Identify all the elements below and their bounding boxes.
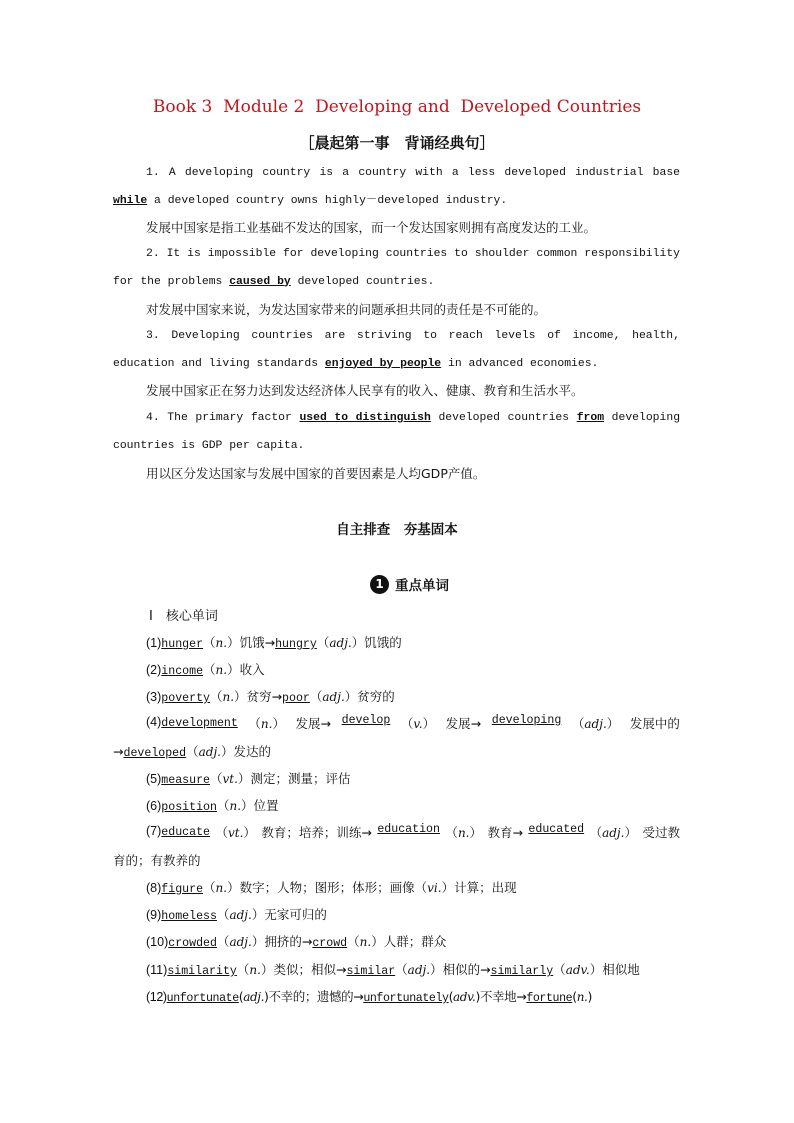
- vocab-item-9: (9)homeless（adj.）无家可归的: [146, 907, 327, 923]
- vocab-item-8: (8)figure（n.）数字；人物；图形；体形；画像（vi.）计算；出现: [146, 880, 517, 896]
- category-label: Ⅰ 核心单词: [149, 609, 218, 624]
- vocab-item-7: (7)educate （vt.） 教育；培养；训练→ education （n.） 教育→ educated （adj.） 受过教: [146, 823, 680, 840]
- sentence-4-zh: 用以区分发达国家与发展中国家的首要因素是人均GDP产值。: [146, 466, 486, 481]
- sentence-2-zh: 对发展中国家来说，为发达国家带来的问题承担共同的责任是不可能的。: [146, 302, 547, 317]
- number-badge: 1: [370, 575, 389, 594]
- vocab-item-2: (2)income（n.）收入: [146, 662, 265, 678]
- sub-heading-label: 重点单词: [395, 578, 449, 594]
- sentence-4-key: used to distinguish: [299, 412, 431, 424]
- vocab-item-12: (12)unfortunate(adj.)不幸的；遗憾的→unfortunately(adv.)不幸地→fortune(n.): [146, 989, 592, 1005]
- sentence-1-zh: 发展中国家是指工业基础不发达的国家，而一个发达国家则拥有高度发达的工业。: [146, 220, 597, 235]
- sentence-3-key: enjoyed by people: [324, 357, 442, 370]
- sentence-1-key: while: [113, 194, 148, 207]
- vocab-item-10: (10)crowded（adj.）拥挤的→crowd（n.）人群；群众: [146, 934, 447, 950]
- vocab-item-5: (5)measure（vt.）测定；测量；评估: [146, 771, 351, 787]
- section-heading: 自主排查 夯基固本: [336, 522, 458, 538]
- sub-heading: [370, 574, 449, 594]
- sentence-2-key: caused by: [229, 275, 291, 288]
- sentence-3-zh: 发展中国家正在努力达到发达经济体人民享有的收入、健康、教育和生活水平。: [146, 383, 584, 398]
- sentence-4-en: 4. The primary factor used to distinguish developed countries from developing countries is GDP per capita.: [113, 412, 681, 452]
- vocab-item-1: (1)hunger（n.）饥饿→hungry（adj.）饥饿的: [146, 635, 402, 651]
- sentence-1-en: 1. A developing country is a country with a less developed industrial base while a developed country owns highly－developed industry.: [113, 167, 680, 207]
- vocab-item-7-cont: 育的；有教养的: [113, 853, 201, 868]
- vocab-item-3: (3)poverty（n.）贫穷→poor（adj.）贫穷的: [146, 689, 395, 705]
- vocab-item-4: (4)development （n.） 发展→ develop （v.） 发展→ developing （adj.） 发展中的: [146, 714, 680, 731]
- vocab-item-4-cont: →developed（adj.）发达的: [113, 744, 272, 760]
- sentence-3-en: 3. Developing countries are striving to reach levels of income, health, education and living standards enjoyed by people in advanced economies.: [113, 330, 680, 370]
- sentence-4-key-2: from: [576, 412, 605, 424]
- sentence-2-en: 2. It is impossible for developing countries to shoulder common responsibility for the problems caused by developed countries.: [113, 248, 680, 288]
- page-title: Book 3 Module 2 Developing and Developed Countries: [152, 97, 642, 117]
- vocab-item-6: (6)position（n.）位置: [146, 798, 279, 814]
- vocab-item-11: (11)similarity（n.）类似；相似→similar（adj.）相似的→similarly（adv.）相似地: [146, 962, 640, 978]
- page-subtitle: ［晨起第一事 背诵经典句］: [299, 134, 495, 152]
